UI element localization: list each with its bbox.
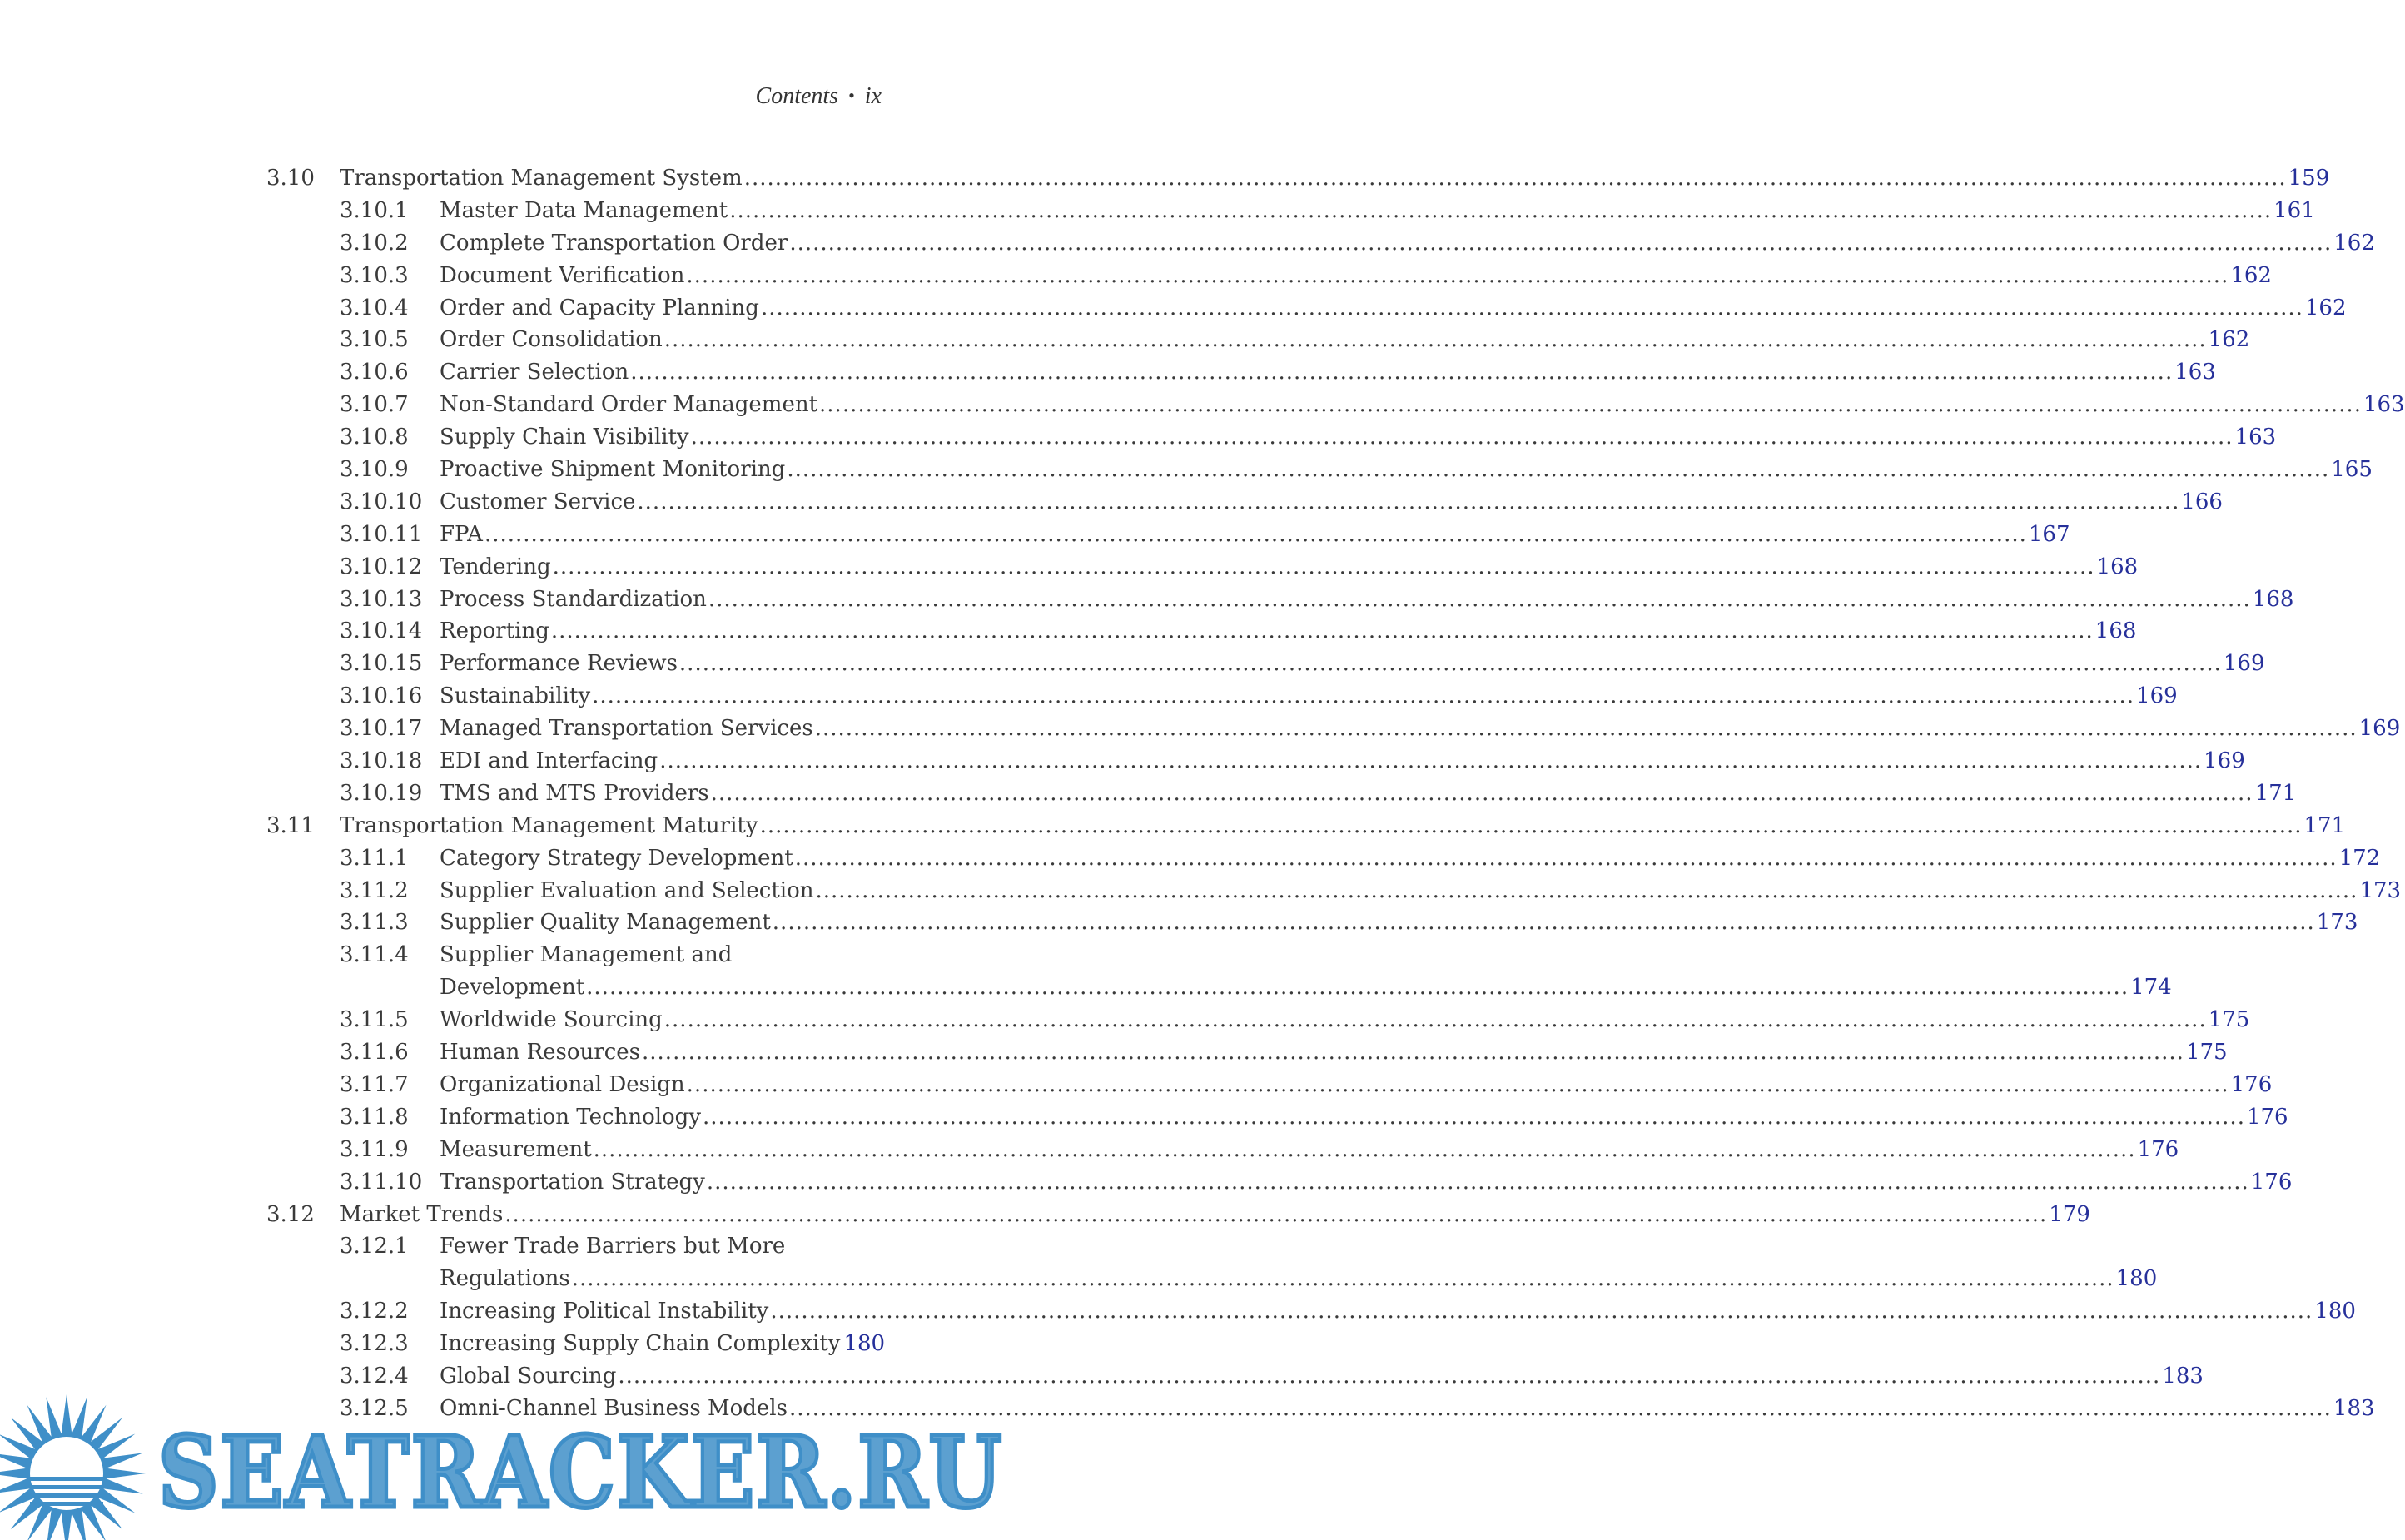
dot-leader: ........................................................................................................................................................................................................ bbox=[772, 910, 2315, 936]
toc-entry-title: Supplier Quality Management bbox=[440, 910, 771, 936]
toc-entry[interactable] bbox=[266, 227, 2375, 260]
toc-entry-number: 3.10.4 bbox=[340, 295, 409, 320]
toc-entry-number: 3.11.1 bbox=[340, 845, 409, 871]
toc-entry[interactable] bbox=[266, 292, 2347, 325]
toc-leader-line bbox=[440, 680, 2178, 713]
dot-leader: ........................................................................................................................................................................................................ bbox=[630, 360, 2174, 385]
sun-stripe bbox=[30, 1477, 103, 1481]
toc-entry-continuation[interactable] bbox=[266, 1263, 2158, 1295]
toc-entry[interactable] bbox=[266, 810, 2346, 842]
dot-leader: ........................................................................................................................................................................................................ bbox=[678, 651, 2222, 677]
toc-entry-title: Master Data Management bbox=[440, 197, 728, 223]
toc-entry-page: 174 bbox=[2130, 975, 2172, 1001]
toc-entry-number: 3.11.4 bbox=[340, 942, 409, 968]
dot-leader: ........................................................................................................................................................................................................ bbox=[686, 262, 2229, 288]
toc-leader-line bbox=[440, 1166, 2293, 1199]
toc-leader-line bbox=[440, 1295, 2356, 1328]
toc-entry-page: 159 bbox=[2288, 166, 2330, 191]
toc-entry-number: 3.12 bbox=[266, 1201, 315, 1227]
toc-entry[interactable] bbox=[266, 1328, 886, 1360]
toc-entry-number: 3.10.14 bbox=[340, 618, 423, 644]
dot-leader: ........................................................................................................................................................................................................ bbox=[637, 489, 2180, 514]
toc-entry-continuation[interactable] bbox=[266, 971, 2172, 1004]
toc-entry-number: 3.11 bbox=[266, 812, 315, 838]
toc-entry-number: 3.12.5 bbox=[340, 1395, 409, 1421]
toc-entry[interactable] bbox=[266, 713, 2401, 745]
toc-entry-page: 175 bbox=[2185, 1040, 2228, 1066]
toc-entry-title: Non-Standard Order Management bbox=[440, 392, 818, 418]
toc-entry[interactable] bbox=[266, 907, 2358, 939]
toc-entry-page: 168 bbox=[2096, 554, 2139, 579]
sun-stripe bbox=[30, 1493, 103, 1498]
toc-leader-line bbox=[440, 1004, 2250, 1036]
dot-leader: ........................................................................................................................................................................................................ bbox=[484, 521, 2027, 547]
toc-entry-number: 3.10.8 bbox=[340, 425, 409, 450]
toc-entry-title: Transportation Strategy bbox=[440, 1169, 705, 1195]
dot-leader: ........................................................................................................................................................................................................ bbox=[618, 1363, 2161, 1388]
toc-entry-page: 171 bbox=[2303, 812, 2346, 838]
sun-stripe bbox=[30, 1485, 103, 1489]
sun-disc bbox=[30, 1437, 103, 1510]
toc-leader-line bbox=[440, 195, 2315, 227]
toc-entry[interactable] bbox=[266, 1166, 2293, 1199]
dot-leader: ........................................................................................................................................................................................................ bbox=[659, 748, 2203, 774]
toc-entry-page: 167 bbox=[2028, 521, 2070, 547]
dot-leader: ........................................................................................................................................................................................................ bbox=[788, 1395, 2332, 1421]
dot-leader: ........................................................................................................................................................................................................ bbox=[706, 1169, 2249, 1195]
toc-leader-line bbox=[440, 292, 2347, 325]
toc-entry[interactable] bbox=[266, 648, 2265, 680]
toc-entry-title: Supplier Evaluation and Selection bbox=[440, 877, 814, 903]
toc-entry-page: 183 bbox=[2162, 1363, 2204, 1388]
toc-entry-number: 3.10.17 bbox=[340, 716, 423, 742]
toc-entry-number: 3.11.6 bbox=[340, 1040, 409, 1066]
toc-entry-number: 3.11.5 bbox=[340, 1007, 409, 1033]
header-separator: • bbox=[848, 85, 855, 106]
toc-leader-line bbox=[440, 1036, 2228, 1069]
dot-leader: ........................................................................................................................................................................................................ bbox=[760, 295, 2303, 320]
toc-entry-page: 179 bbox=[2049, 1201, 2090, 1227]
toc-entry-number: 3.10.19 bbox=[340, 780, 423, 806]
toc-leader-line bbox=[440, 842, 2381, 875]
toc-entry-number: 3.10.1 bbox=[340, 197, 409, 223]
toc-entry-title: Organizational Design bbox=[440, 1071, 685, 1097]
dot-leader: ........................................................................................................................................................................................................ bbox=[743, 166, 2287, 191]
toc-entry-page: 162 bbox=[2230, 262, 2272, 288]
toc-entry-title: EDI and Interfacing bbox=[440, 748, 658, 774]
toc-entry-title: Transportation Management Maturity bbox=[340, 812, 758, 838]
toc-entry[interactable] bbox=[266, 584, 2294, 616]
dot-leader: ........................................................................................................................................................................................................ bbox=[593, 1136, 2136, 1162]
toc-entry-title: Fewer Trade Barriers but More bbox=[440, 1234, 786, 1259]
toc-entry-title: Worldwide Sourcing bbox=[440, 1007, 663, 1033]
toc-entry[interactable] bbox=[266, 551, 2139, 584]
toc-entry-title: Increasing Political Instability bbox=[440, 1299, 769, 1324]
dot-leader: ........................................................................................................................................................................................................ bbox=[815, 877, 2358, 903]
toc-entry-page: 173 bbox=[2359, 877, 2402, 903]
dot-leader: ........................................................................................................................................................................................................ bbox=[690, 425, 2234, 450]
toc-entry[interactable] bbox=[266, 875, 2402, 907]
dot-leader: ........................................................................................................................................................................................................ bbox=[759, 812, 2303, 838]
toc-entry-title: FPA bbox=[440, 521, 483, 547]
toc-entry[interactable] bbox=[266, 356, 2216, 389]
toc-entry-title: Process Standardization bbox=[440, 586, 707, 612]
toc-entry-title: Human Resources bbox=[440, 1040, 641, 1066]
toc-entry-page: 162 bbox=[2208, 327, 2250, 353]
toc-entry-page: 165 bbox=[2331, 457, 2373, 483]
toc-leader-line bbox=[340, 810, 2346, 842]
toc-entry-page: 176 bbox=[2246, 1104, 2288, 1130]
toc-entry-number: 3.11.2 bbox=[340, 877, 409, 903]
toc-entry[interactable] bbox=[266, 162, 2330, 195]
toc-entry[interactable] bbox=[266, 777, 2297, 810]
dot-leader: ........................................................................................................................................................................................................ bbox=[703, 1104, 2245, 1130]
toc-entry-title: Document Verification bbox=[440, 262, 685, 288]
header-page-numeral: ix bbox=[864, 83, 882, 109]
toc-leader-line bbox=[440, 713, 2401, 745]
toc-entry[interactable] bbox=[266, 1134, 2179, 1166]
toc-entry-number: 3.10 bbox=[266, 166, 315, 191]
toc-leader-line bbox=[440, 584, 2294, 616]
toc-leader-line bbox=[440, 1328, 886, 1360]
toc-entry[interactable] bbox=[266, 939, 882, 971]
toc-entry-title: Measurement bbox=[440, 1136, 592, 1162]
toc-entry[interactable] bbox=[266, 195, 2315, 227]
watermark-text: SEATRACKER.RU bbox=[158, 1414, 1003, 1530]
toc-entry-number: 3.12.1 bbox=[340, 1234, 409, 1259]
toc-leader-line bbox=[440, 1101, 2288, 1134]
toc-entry[interactable] bbox=[266, 1069, 2273, 1101]
toc-entry-page: 168 bbox=[2094, 618, 2137, 644]
toc-entry[interactable] bbox=[266, 324, 2250, 356]
dot-leader: ........................................................................................................................................................................................................ bbox=[504, 1201, 2048, 1227]
toc-entry-title: Tendering bbox=[440, 554, 551, 579]
toc-leader-line bbox=[440, 519, 2070, 551]
toc-entry[interactable] bbox=[266, 680, 2178, 713]
toc-entry-page: 163 bbox=[2174, 360, 2216, 385]
toc-entry-number: 3.10.7 bbox=[340, 392, 409, 418]
toc-entry-page: 162 bbox=[2333, 230, 2375, 256]
dot-leader: ........................................................................................................................................................................................................ bbox=[663, 327, 2207, 353]
dot-leader: ........................................................................................................................................................................................................ bbox=[729, 197, 2273, 223]
toc-entry-number: 3.10.2 bbox=[340, 230, 409, 256]
toc-entry[interactable] bbox=[266, 1004, 2250, 1036]
toc-entry-title: Order and Capacity Planning bbox=[440, 295, 759, 320]
toc-entry-number: 3.12.3 bbox=[340, 1331, 409, 1357]
toc-entry-page: 169 bbox=[2136, 683, 2178, 709]
toc-entry-title: Transportation Management System bbox=[340, 166, 743, 191]
toc-entry-page: 163 bbox=[2234, 425, 2277, 450]
toc-entry-page: 175 bbox=[2208, 1007, 2250, 1033]
toc-entry[interactable] bbox=[266, 1230, 882, 1263]
header-label: Contents bbox=[755, 83, 839, 109]
toc-entry-page: 173 bbox=[2316, 910, 2358, 936]
sun-stripe bbox=[30, 1502, 103, 1506]
toc-entry-title: TMS and MTS Providers bbox=[440, 780, 709, 806]
dot-leader: ........................................................................................................................................................................................................ bbox=[770, 1299, 2313, 1324]
toc-entry-number: 3.10.10 bbox=[340, 489, 423, 514]
toc-leader-line bbox=[440, 615, 2137, 648]
toc-leader-line bbox=[440, 777, 2297, 810]
toc-leader-line bbox=[440, 875, 2402, 907]
dot-leader: ........................................................................................................................................................................................................ bbox=[552, 554, 2095, 579]
dot-leader: ........................................................................................................................................................................................................ bbox=[663, 1007, 2207, 1033]
dot-leader: ........................................................................................................................................................................................................ bbox=[592, 683, 2135, 709]
toc-entry-page: 180 bbox=[2314, 1299, 2356, 1324]
dot-leader: ........................................................................................................................................................................................................ bbox=[586, 975, 2129, 1001]
toc-entry-title: Market Trends bbox=[340, 1201, 504, 1227]
running-header bbox=[756, 83, 882, 110]
toc-leader-line bbox=[440, 227, 2375, 260]
toc-entry-page: 161 bbox=[2273, 197, 2315, 223]
toc-leader-line bbox=[440, 551, 2139, 584]
toc-entry-number: 3.11.10 bbox=[340, 1169, 423, 1195]
toc-entry-page: 169 bbox=[2223, 651, 2265, 677]
toc-entry-page: 176 bbox=[2137, 1136, 2179, 1162]
toc-entry[interactable] bbox=[266, 519, 2070, 551]
toc-entry-page: 166 bbox=[2181, 489, 2223, 514]
toc-leader-line bbox=[440, 745, 2245, 777]
dot-leader: ........................................................................................................................................................................................................ bbox=[819, 392, 2362, 418]
toc-entry[interactable] bbox=[266, 1199, 2090, 1231]
toc-entry-page: 176 bbox=[2230, 1071, 2273, 1097]
toc-entry-number: 3.11.9 bbox=[340, 1136, 409, 1162]
toc-entry-title: Managed Transportation Services bbox=[440, 716, 813, 742]
dot-leader: ........................................................................................................................................................................................................ bbox=[710, 780, 2253, 806]
toc-entry[interactable] bbox=[266, 745, 2245, 777]
toc-leader-line bbox=[440, 971, 2172, 1004]
toc-entry-title: Customer Service bbox=[440, 489, 636, 514]
toc-leader-line bbox=[440, 1134, 2179, 1166]
toc-entry-page: 180 bbox=[2115, 1266, 2158, 1292]
table-of-contents bbox=[266, 162, 2405, 1425]
toc-entry-number: 3.10.18 bbox=[340, 748, 423, 774]
dot-leader: ........................................................................................................................................................................................................ bbox=[814, 716, 2358, 742]
dot-leader: ........................................................................................................................................................................................................ bbox=[642, 1040, 2184, 1066]
toc-leader-line bbox=[340, 162, 2330, 195]
toc-entry-page: 183 bbox=[2333, 1395, 2375, 1421]
toc-entry-number: 3.10.12 bbox=[340, 554, 423, 579]
toc-entry[interactable] bbox=[266, 454, 2373, 486]
toc-entry-title: Performance Reviews bbox=[440, 651, 678, 677]
toc-entry-title: Reporting bbox=[440, 618, 549, 644]
toc-entry-title: Order Consolidation bbox=[440, 327, 663, 353]
sun-burst-icon bbox=[0, 1394, 146, 1540]
toc-entry-number: 3.10.6 bbox=[340, 360, 409, 385]
toc-entry[interactable] bbox=[266, 1101, 2288, 1134]
toc-entry-number: 3.10.13 bbox=[340, 586, 423, 612]
toc-entry-page: 169 bbox=[2204, 748, 2245, 774]
toc-leader-line bbox=[340, 1199, 2090, 1231]
toc-entry-page: 163 bbox=[2363, 392, 2405, 418]
toc-entry-number: 3.12.2 bbox=[340, 1299, 409, 1324]
toc-entry-title-continued: Regulations bbox=[440, 1266, 570, 1292]
toc-entry-number: 3.10.5 bbox=[340, 327, 409, 353]
toc-entry[interactable] bbox=[266, 421, 2277, 454]
toc-entry-page: 162 bbox=[2304, 295, 2347, 320]
toc-entry-number: 3.12.4 bbox=[340, 1363, 409, 1388]
toc-entry[interactable] bbox=[266, 389, 2405, 421]
toc-leader-line bbox=[440, 421, 2277, 454]
toc-entry-number: 3.11.3 bbox=[340, 910, 409, 936]
toc-entry-page: 176 bbox=[2250, 1169, 2293, 1195]
dot-leader: ........................................................................................................................................................................................................ bbox=[550, 618, 2094, 644]
toc-entry-title: Supplier Management and bbox=[440, 942, 733, 968]
toc-entry-title: Global Sourcing bbox=[440, 1363, 617, 1388]
dot-leader: ........................................................................................................................................................................................................ bbox=[789, 230, 2333, 256]
toc-entry-number: 3.11.7 bbox=[340, 1071, 409, 1097]
toc-entry[interactable] bbox=[266, 1036, 2228, 1069]
toc-leader-line bbox=[440, 260, 2272, 292]
toc-leader-line bbox=[440, 1069, 2273, 1101]
toc-entry-number: 3.10.16 bbox=[340, 683, 423, 709]
toc-entry-page: 172 bbox=[2338, 845, 2381, 871]
toc-entry-title: Complete Transportation Order bbox=[440, 230, 788, 256]
toc-entry-page: 171 bbox=[2254, 780, 2297, 806]
toc-entry-page: 168 bbox=[2252, 586, 2294, 612]
toc-entry-number: 3.11.8 bbox=[340, 1104, 409, 1130]
toc-leader-line bbox=[440, 324, 2250, 356]
toc-entry[interactable] bbox=[266, 1295, 2356, 1328]
toc-leader-line bbox=[440, 454, 2373, 486]
toc-entry-number: 3.10.11 bbox=[340, 521, 423, 547]
toc-leader-line bbox=[440, 1263, 2158, 1295]
toc-leader-line bbox=[440, 389, 2405, 421]
toc-entry[interactable] bbox=[266, 486, 2223, 519]
toc-entry-title-continued: Development bbox=[440, 975, 585, 1001]
toc-entry-title: Sustainability bbox=[440, 683, 591, 709]
toc-entry-page: 169 bbox=[2358, 716, 2401, 742]
toc-entry-number: 3.10.15 bbox=[340, 651, 423, 677]
dot-leader: ........................................................................................................................................................................................................ bbox=[794, 845, 2338, 871]
toc-entry-number: 3.10.9 bbox=[340, 457, 409, 483]
watermark bbox=[0, 1382, 1020, 1540]
toc-entry-title: Increasing Supply Chain Complexity bbox=[440, 1331, 841, 1357]
toc-entry-title: Supply Chain Visibility bbox=[440, 425, 689, 450]
toc-entry[interactable] bbox=[266, 260, 2272, 292]
toc-leader-line bbox=[440, 356, 2216, 389]
toc-entry-title: Carrier Selection bbox=[440, 360, 629, 385]
dot-leader: ........................................................................................................................................................................................................ bbox=[686, 1071, 2229, 1097]
toc-leader-line bbox=[440, 907, 2358, 939]
toc-leader-line bbox=[440, 486, 2223, 519]
toc-entry[interactable] bbox=[266, 842, 2381, 875]
toc-entry-page: 180 bbox=[843, 1331, 886, 1357]
toc-leader-line bbox=[440, 648, 2265, 680]
dot-leader: ........................................................................................................................................................................................................ bbox=[571, 1266, 2114, 1292]
toc-entry-title: Proactive Shipment Monitoring bbox=[440, 457, 786, 483]
dot-leader: ........................................................................................................................................................................................................ bbox=[708, 586, 2251, 612]
toc-entry[interactable] bbox=[266, 615, 2137, 648]
toc-entry-title: Information Technology bbox=[440, 1104, 702, 1130]
toc-entry-number: 3.10.3 bbox=[340, 262, 409, 288]
toc-entry-title: Category Strategy Development bbox=[440, 845, 793, 871]
toc-entry-title: Omni-Channel Business Models bbox=[440, 1395, 788, 1421]
dot-leader: ........................................................................................................................................................................................................ bbox=[787, 457, 2330, 483]
